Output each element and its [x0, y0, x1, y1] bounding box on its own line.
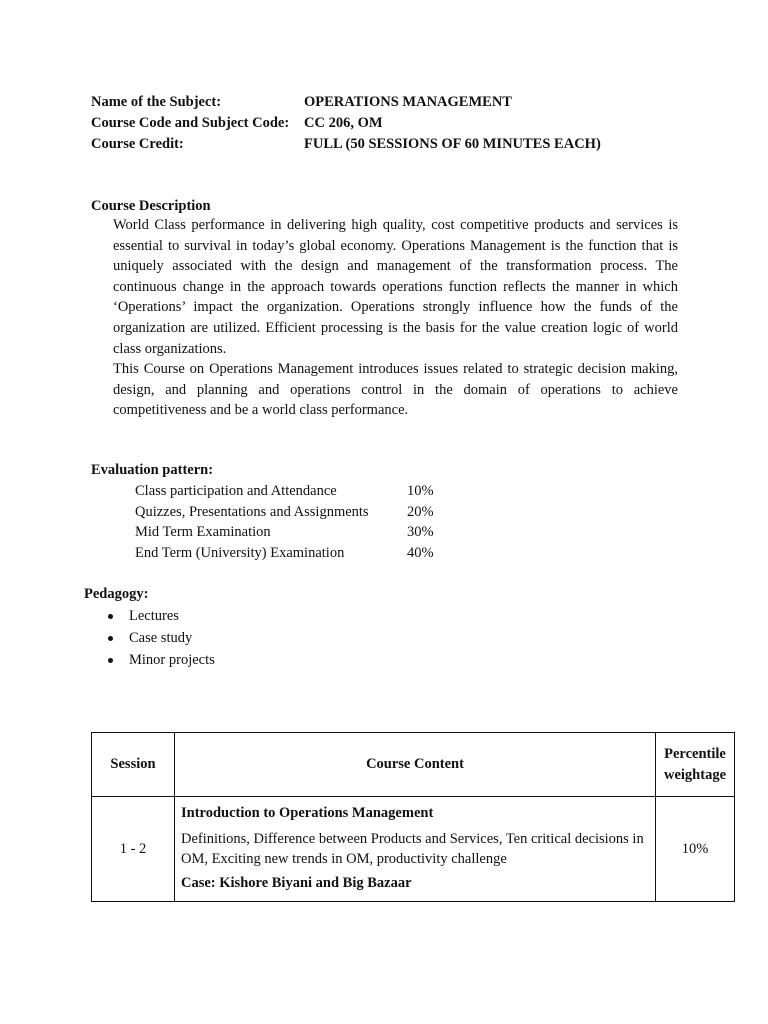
weightage-header-line-2: weightage — [663, 766, 726, 783]
content-cell — [175, 797, 656, 902]
description-paragraph-1: World Class performance in delivering high quality, cost competitive products and services is essential to survival in today’s global economy. Operations Management is the function that is uniquely associated with the design and management of the transformation process. The continuous change in the approach towards operations function reflects the manner in which ‘Operations’ impact the organization. Operations strongly influence how the funds of the organization are utilized. Efficient processing is the basis for the value creation logic of world class organizations. — [113, 217, 678, 357]
evaluation-row — [135, 543, 434, 564]
pedagogy-item — [108, 627, 215, 649]
pedagogy-list — [108, 605, 215, 671]
evaluation-item-label: Class participation and Attendance — [135, 483, 337, 499]
evaluation-list — [135, 481, 434, 563]
course-code-label: Course Code and Subject Code: — [91, 115, 290, 131]
pedagogy-item-label: Minor projects — [129, 652, 215, 668]
weightage-header-line-1: Percentile — [664, 745, 726, 762]
session-cell: 1 - 2 — [92, 797, 175, 902]
course-credit-row — [91, 134, 601, 155]
evaluation-row — [135, 522, 434, 543]
weightage-cell: 10% — [656, 797, 735, 902]
evaluation-item-label: Mid Term Examination — [135, 524, 271, 541]
topic-description: Definitions, Difference between Products and Services, Ten critical decisions in OM, Exciting new trends in OM, productivity challenge — [181, 831, 644, 867]
bullet-icon — [108, 658, 113, 663]
evaluation-item-percent: 40% — [407, 544, 434, 561]
subject-name-row — [91, 92, 601, 113]
evaluation-row — [135, 502, 434, 523]
bullet-icon — [108, 614, 113, 619]
course-code-row — [91, 113, 601, 134]
course-content-header: Course Content — [175, 733, 656, 797]
course-content-table — [91, 732, 735, 902]
pedagogy-item — [108, 605, 215, 627]
evaluation-item-label: End Term (University) Examination — [135, 544, 345, 561]
pedagogy-item-label: Case study — [129, 630, 193, 646]
bullet-icon — [108, 636, 113, 641]
course-credit-label: Course Credit: — [91, 136, 184, 152]
subject-info — [91, 92, 601, 155]
weightage-header — [656, 733, 735, 797]
topic-title: Introduction to Operations Management — [181, 805, 434, 821]
session-header: Session — [92, 733, 175, 797]
evaluation-item-label: Quizzes, Presentations and Assignments — [135, 503, 369, 520]
table-header-row — [92, 733, 735, 797]
course-credit-value: FULL (50 SESSIONS OF 60 MINUTES EACH) — [304, 136, 601, 152]
evaluation-item-percent: 20% — [407, 503, 434, 520]
evaluation-row — [135, 481, 434, 502]
course-description-heading: Course Description — [91, 198, 211, 214]
evaluation-item-percent: 10% — [407, 483, 434, 499]
pedagogy-item — [108, 649, 215, 671]
evaluation-item-percent: 30% — [407, 524, 434, 541]
course-description-body — [113, 215, 678, 421]
table-row — [92, 797, 735, 902]
evaluation-heading: Evaluation pattern: — [91, 462, 214, 478]
subject-name-value: OPERATIONS MANAGEMENT — [304, 94, 512, 110]
description-paragraph-2: This Course on Operations Management introduces issues related to strategic decision making, design, and planning and operations control in the domain of operations to achieve competitiveness and be a world class performance. — [113, 361, 678, 419]
course-code-value: CC 206, OM — [304, 115, 383, 131]
pedagogy-item-label: Lectures — [129, 608, 179, 624]
pedagogy-heading: Pedagogy: — [84, 586, 149, 602]
subject-name-label: Name of the Subject: — [91, 94, 222, 110]
topic-case: Case: Kishore Biyani and Big Bazaar — [181, 875, 412, 891]
